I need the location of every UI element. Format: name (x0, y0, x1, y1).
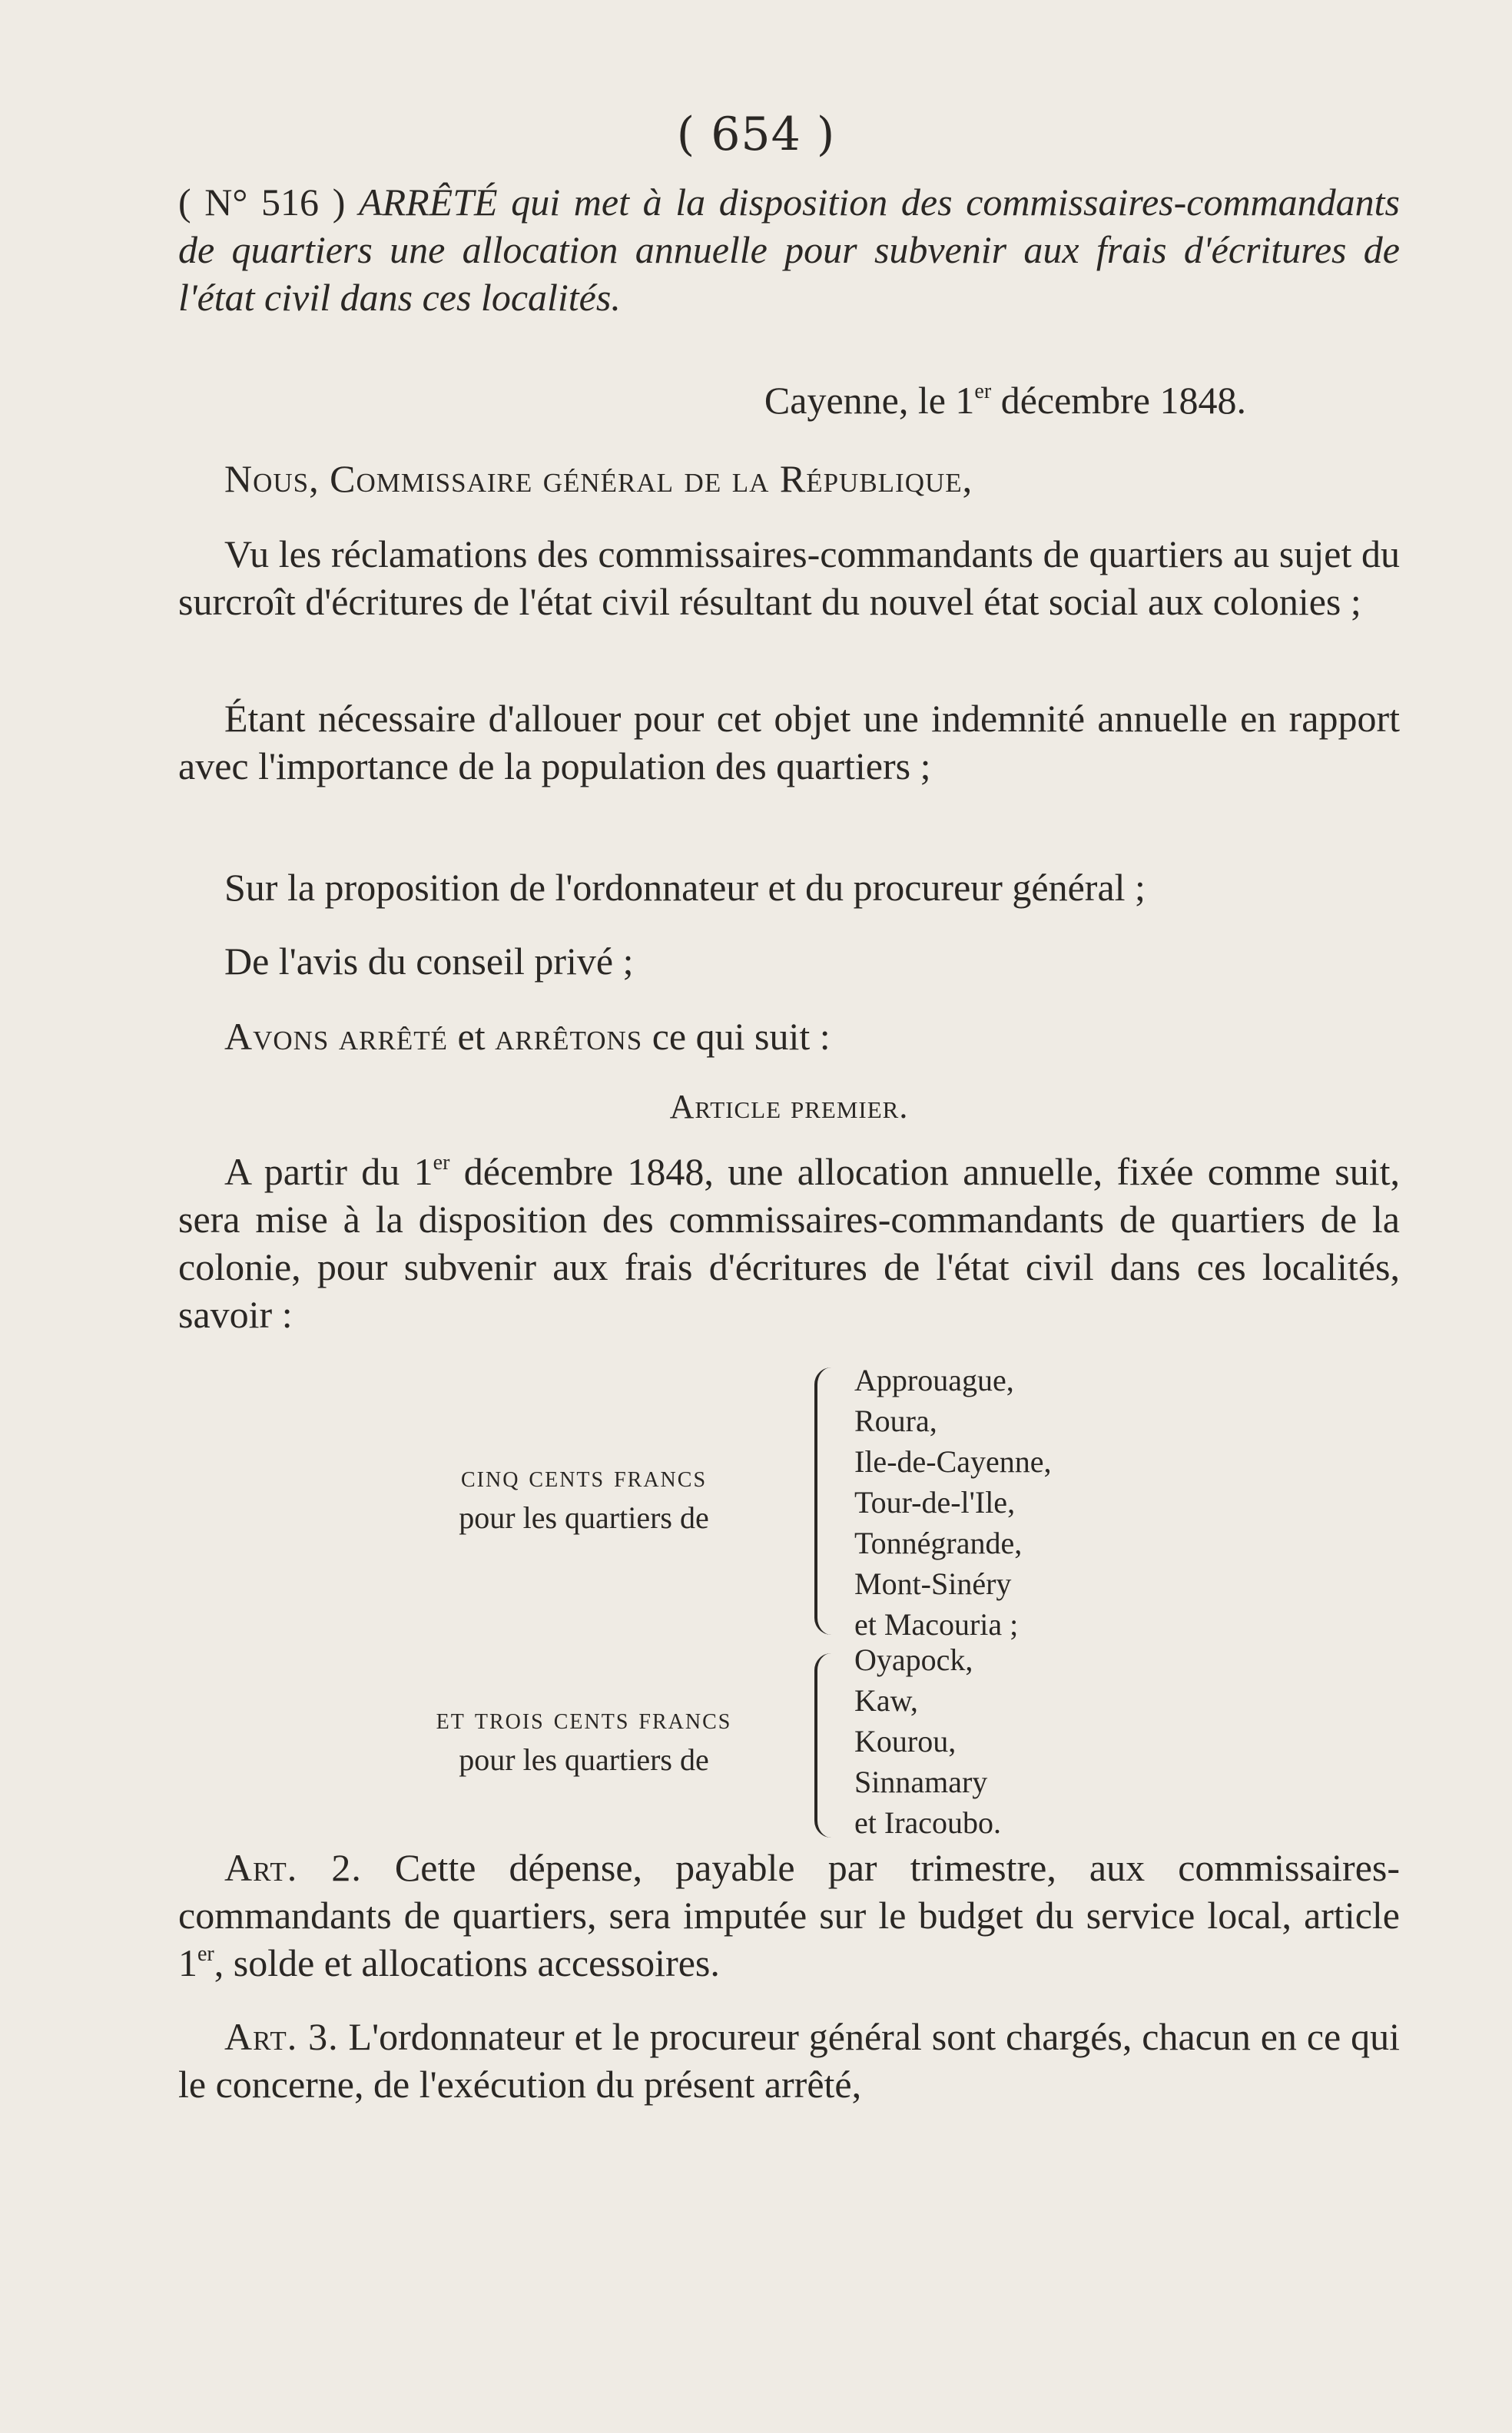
district-item: Oyapock, (854, 1642, 973, 1677)
considerant-2: Étant nécessaire d'allouer pour cet objet une indemnité annuelle en rapport avec l'importance de la population des quartiers ; (178, 697, 1400, 787)
district-item: Approuague, (854, 1363, 1014, 1397)
page-number: ( 654 ) (676, 108, 836, 161)
decree-heading (178, 178, 1400, 321)
district-item: Mont-Sinéry (854, 1566, 1012, 1601)
district-item: Roura, (854, 1404, 937, 1438)
district-item: et Macouria ; (854, 1607, 1019, 1642)
article-1-text: A partir du 1er décembre 1848, une allocation annuelle, fixée comme suit, sera mise à la disposition des commissaires-commandants de quartiers de la colonie, pour subvenir aux frais d'écritures de l'état civil dans ces localités, savoir : (178, 1150, 1400, 1336)
dateline: Cayenne, le 1er décembre 1848. (764, 379, 1246, 422)
district-item: Tonnégrande, (854, 1526, 1023, 1560)
article-3: Art. 3. L'ordonnateur et le procureur général sont chargés, chacun en ce qui le concerne, de l'exécution du présent arrêté, (178, 2015, 1400, 2106)
district-item: Kourou, (854, 1724, 957, 1758)
allocation-1-brace (814, 1367, 837, 1635)
allocation-2-brace (814, 1653, 837, 1838)
article-2-label: Art. 2. (224, 1846, 362, 1889)
district-item: Kaw, (854, 1683, 918, 1718)
considerant-4: De l'avis du conseil privé ; (224, 940, 634, 983)
article-3-label: Art. 3. (224, 2015, 339, 2058)
district-item: et Iracoubo. (854, 1805, 1002, 1840)
decree-title: qui met à la disposition des commissaires-commandants de quartiers une allocation annuelle pour subvenir aux frais d'écritures de l'état civil dans ces localités. (178, 181, 1401, 319)
allocation-2-districts (854, 1639, 1001, 1843)
decree-number: ( N° 516 ) (178, 181, 346, 224)
allocation-1-amount: cinq cents francs (460, 1459, 708, 1493)
allocation-2-suffix: pour les quartiers de (459, 1742, 709, 1777)
considerant-3: Sur la proposition de l'ordonnateur et du procureur général ; (224, 866, 1146, 909)
allocation-1-districts (854, 1360, 1052, 1645)
district-item: Ile-de-Cayenne, (854, 1444, 1052, 1479)
article-1-heading: Article premier. (669, 1088, 909, 1125)
allocation-1-suffix: pour les quartiers de (459, 1500, 709, 1535)
decree-title-word: ARRÊTÉ (359, 181, 498, 224)
decides-line: Avons arrêté et arrêtons ce qui suit : (224, 1015, 831, 1058)
allocation-2-amount: et trois cents francs (436, 1701, 732, 1735)
considerant-1: Vu les réclamations des commissaires-commandants de quartiers au sujet du surcroît d'écritures de l'état civil résultant du nouvel état social aux colonies ; (178, 532, 1400, 623)
allocation-1-label (384, 1456, 784, 1539)
authority-line: Nous, Commissaire général de la République, (224, 457, 973, 500)
article-2: Art. 2. Cette dépense, payable par trimestre, aux commissaires-commandants de quartiers, sera imputée sur le budget du service local, article 1er, solde et allocations accessoires. (178, 1846, 1401, 1984)
district-item: Tour-de-l'Ile, (854, 1485, 1016, 1520)
district-item: Sinnamary (854, 1765, 988, 1799)
allocation-2-label (384, 1698, 784, 1781)
